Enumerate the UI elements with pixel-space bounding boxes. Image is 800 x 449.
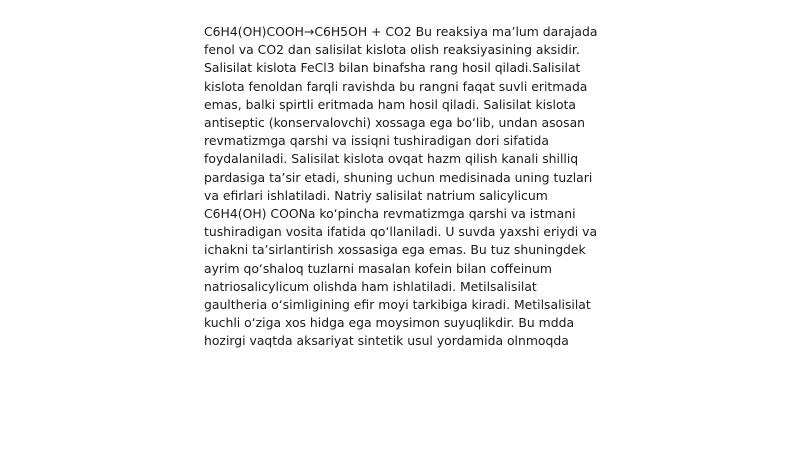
text-line: va efirlari ishlatiladi. Natriy salisilat natrium salicylicum bbox=[204, 187, 548, 203]
text-line: gaultheria o‘simligining efir moyi tarkibiga kiradi. Metilsalisilat bbox=[204, 297, 591, 313]
text-line: kuchli o‘ziga xos hidga ega moysimon suyuqlikdir. Bu mdda bbox=[204, 315, 575, 331]
text-line: emas, balki spirtli eritmada ham hosil qiladi. Salisilat kislota bbox=[204, 96, 577, 112]
text-line: foydalaniladi. Salisilat kislota ovqat hazm qilish kanali shilliq bbox=[204, 151, 579, 167]
text-line: C6H4(OH)COOH→C6H5OH + CO2 Bu reaksiya ma’lum darajada bbox=[204, 24, 598, 39]
text-line: tushiradigan vosita ifatida qo‘llaniladi. U suvda yaxshi eriydi va bbox=[204, 224, 598, 240]
text-line: hozirgi vaqtda aksariyat sintetik usul yordamida olnmoqda bbox=[204, 333, 569, 349]
text-line: antiseptic (konservalovchi) xossaga ega bo‘lib, undan asosan bbox=[204, 115, 586, 131]
text-line: ayrim qo‘shaloq tuzlarni masalan kofein bilan coffeinum bbox=[204, 260, 552, 276]
text-line: C6H4(OH) COONa ko‘pincha revmatizmga qarshi va istmani bbox=[204, 206, 576, 222]
text-line: revmatizmga qarshi va issiqni tushiradigan dori sifatida bbox=[204, 133, 549, 149]
text-line: natriosalicylicum olishda ham ishlatiladi. Metilsalisilat bbox=[204, 278, 537, 294]
body-text bbox=[204, 23, 634, 351]
text-line: Salisilat kislota FeCl3 bilan binafsha rang hosil qiladi.Salisilat bbox=[204, 60, 581, 76]
text-line: pardasiga ta’sir etadi, shuning uchun medisinada uning tuzlari bbox=[204, 169, 593, 185]
text-line: fenol va CO2 dan salisilat kislota olish reaksiyasining aksidir. bbox=[204, 42, 580, 58]
text-line: kislota fenoldan farqli ravishda bu rangni faqat suvli eritmada bbox=[204, 78, 588, 94]
text-line: ichakni ta’sirlantirish xossasiga ega emas. Bu tuz shuningdek bbox=[204, 242, 586, 258]
